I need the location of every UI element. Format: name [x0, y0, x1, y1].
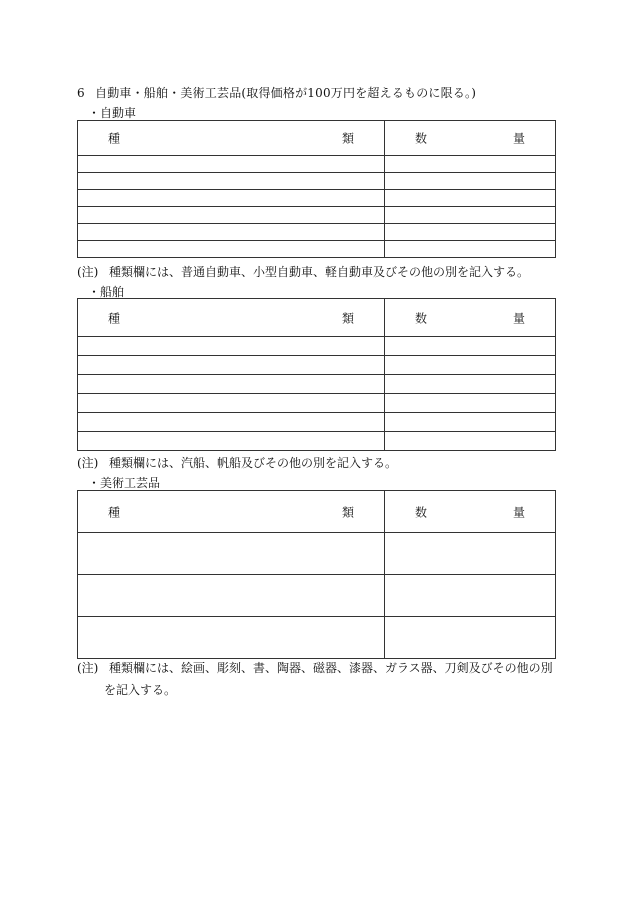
- kind-cell[interactable]: [78, 413, 385, 432]
- quantity-header: 数 量: [385, 491, 556, 533]
- quantity-cell[interactable]: [385, 375, 556, 394]
- cars-table: [77, 120, 556, 258]
- quantity-cell[interactable]: [385, 394, 556, 413]
- table-row: [78, 413, 556, 432]
- section-heading: [77, 84, 476, 101]
- table-header-row: [78, 491, 556, 533]
- table-row: [78, 394, 556, 413]
- quantity-cell[interactable]: [385, 575, 556, 617]
- quantity-cell[interactable]: [385, 156, 556, 173]
- quantity-cell[interactable]: [385, 337, 556, 356]
- kind-cell[interactable]: [78, 207, 385, 224]
- kind-header: 種 類: [78, 121, 385, 156]
- table-row: [78, 241, 556, 258]
- quantity-cell[interactable]: [385, 533, 556, 575]
- quantity-cell[interactable]: [385, 190, 556, 207]
- art-table: [77, 490, 556, 659]
- kind-cell[interactable]: [78, 156, 385, 173]
- table-row: [78, 617, 556, 659]
- kind-cell[interactable]: [78, 375, 385, 394]
- quantity-cell[interactable]: [385, 224, 556, 241]
- ships-table: [77, 298, 556, 451]
- kind-cell[interactable]: [78, 337, 385, 356]
- kind-cell[interactable]: [78, 575, 385, 617]
- art-note-continued: を記入する。: [104, 683, 177, 697]
- quantity-cell[interactable]: [385, 617, 556, 659]
- table-row: [78, 224, 556, 241]
- quantity-cell[interactable]: [385, 413, 556, 432]
- table-row: [78, 156, 556, 173]
- kind-cell[interactable]: [78, 173, 385, 190]
- ships-note: (注) 種類欄には、汽船、帆船及びその他の別を記入する。: [77, 456, 398, 470]
- quantity-cell[interactable]: [385, 432, 556, 451]
- kind-cell[interactable]: [78, 356, 385, 375]
- kind-cell[interactable]: [78, 617, 385, 659]
- art-label: ・美術工芸品: [88, 476, 161, 490]
- kind-cell[interactable]: [78, 432, 385, 451]
- table-row: [78, 375, 556, 394]
- quantity-cell[interactable]: [385, 356, 556, 375]
- table-row: [78, 356, 556, 375]
- kind-cell[interactable]: [78, 224, 385, 241]
- table-row: [78, 575, 556, 617]
- kind-cell[interactable]: [78, 190, 385, 207]
- cars-label: ・自動車: [88, 106, 137, 120]
- kind-cell[interactable]: [78, 241, 385, 258]
- quantity-header: 数 量: [385, 299, 556, 337]
- cars-note: (注) 種類欄には、普通自動車、小型自動車、軽自動車及びその他の別を記入する。: [77, 265, 530, 279]
- table-row: [78, 207, 556, 224]
- kind-header: 種 類: [78, 299, 385, 337]
- quantity-cell[interactable]: [385, 207, 556, 224]
- ships-label: ・船舶: [88, 285, 125, 299]
- quantity-cell[interactable]: [385, 241, 556, 258]
- table-row: [78, 533, 556, 575]
- table-row: [78, 173, 556, 190]
- art-note: (注) 種類欄には、絵画、彫刻、書、陶器、磁器、漆器、ガラス器、刀剣及びその他の別: [77, 661, 553, 675]
- quantity-header: 数 量: [385, 121, 556, 156]
- table-header-row: [78, 121, 556, 156]
- table-row: [78, 190, 556, 207]
- kind-header: 種 類: [78, 491, 385, 533]
- section-title: 自動車・船舶・美術工芸品(取得価格が100万円を超えるものに限る。): [95, 86, 477, 100]
- table-header-row: [78, 299, 556, 337]
- kind-cell[interactable]: [78, 394, 385, 413]
- table-row: [78, 337, 556, 356]
- section-number: 6: [77, 86, 85, 100]
- kind-cell[interactable]: [78, 533, 385, 575]
- quantity-cell[interactable]: [385, 173, 556, 190]
- table-row: [78, 432, 556, 451]
